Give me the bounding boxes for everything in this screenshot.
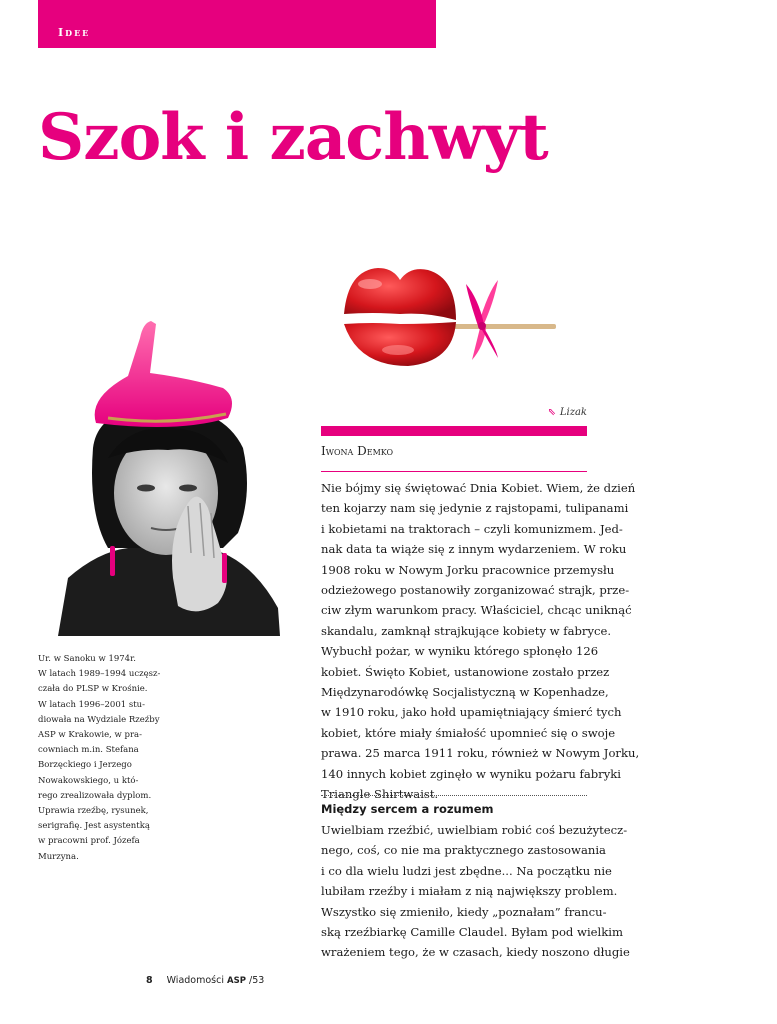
bio-line: W latach 1989–1994 uczęsz-	[38, 669, 161, 680]
bio-line: Borzęckiego i Jerzego	[38, 760, 132, 771]
bio-line: Murzyna.	[38, 851, 79, 862]
text-line: nego, coś, co nie ma praktycznego zastosowania	[321, 843, 606, 858]
text-line: Wybuchł pożar, w wyniku którego spłonęło 126	[321, 644, 599, 659]
text-line: ten kojarzy nam się jedynie z rajstopami, tulipanami	[321, 501, 629, 516]
article-title: Szok i zachwyt	[38, 100, 548, 175]
bio-line: W latach 1996–2001 stu-	[38, 699, 145, 710]
bio-line: czała do PLSP w Krośnie.	[38, 684, 148, 695]
text-line: Wszystko się zmieniło, kiedy „poznałam” francu-	[321, 904, 607, 919]
publication-title: Wiadomości	[166, 975, 224, 986]
bio-line: Ur. w Sanoku w 1974r.	[38, 654, 136, 664]
bio-line: diowała na Wydziale Rzeźby	[38, 714, 160, 725]
text-line: Uwielbiam rzeźbić, uwielbiam robić coś bezużytecz-	[321, 823, 628, 837]
page-footer	[146, 975, 264, 986]
image-caption	[547, 407, 587, 418]
text-line: skandalu, zamknął strajkujące kobiety w fabryce.	[321, 623, 612, 638]
paragraph-intro	[321, 478, 640, 805]
text-line: ską rzeźbiarkę Camille Claudel. Byłam pod wielkim	[321, 925, 623, 940]
text-line: Międzynarodówkę Socjalistyczną w Kopenhadze,	[321, 685, 609, 700]
text-line: ciw złym warunkom pracy. Właściciel, chcąc uniknąć	[321, 603, 632, 618]
bio-line: cowniach m.in. Stefana	[38, 745, 139, 756]
text-line: Triangle Shirtwaist.	[321, 787, 439, 802]
text-line: 1908 roku w Nowym Jorku pracownice przemysłu	[321, 562, 615, 577]
text-line: i co dla wielu ludzi jest zbędne... Na początku nie	[321, 863, 612, 878]
section-header-bar	[38, 0, 436, 48]
author-name: Iwona Demko	[321, 444, 394, 458]
publication-abbr: ASP	[227, 976, 246, 986]
bio-line: Nowakowskiego, u któ-	[38, 775, 139, 786]
bio-line: Uprawia rzeźbę, rysunek,	[38, 806, 149, 817]
text-line: lubiłam rzeźby i miałam z nią największy problem.	[321, 884, 618, 899]
text-line: nak data ta wiąże się z innym wydarzeniem. W roku	[321, 542, 627, 557]
publication-name	[167, 975, 265, 986]
text-line: i kobietami na traktorach – czyli komunizmem. Jed-	[321, 521, 623, 536]
text-line: prawa. 25 marca 1911 roku, również w Nowym Jorku,	[321, 746, 640, 761]
bio-line: ASP w Krakowie, w pra-	[38, 730, 142, 741]
paragraph-second	[321, 820, 630, 963]
subheading: Między sercem a rozumem	[321, 802, 494, 816]
author-rule	[321, 426, 587, 436]
page-number: 8	[146, 975, 153, 986]
lollipop-image	[338, 262, 560, 370]
text-line: Nie bójmy się świętować Dnia Kobiet. Wiem, że dzień	[321, 481, 636, 495]
text-line: odzieżowego postanowiły zorganizować strajk, prze-	[321, 583, 630, 598]
text-line: kobiet. Święto Kobiet, ustanowione zostało przez	[321, 664, 610, 679]
text-line: kobiet, które miały śmiałość upomnieć się o swoje	[321, 725, 616, 740]
arrow-up-left-icon: ⇖	[547, 407, 556, 418]
bio-line: w pracowni prof. Józefa	[38, 836, 140, 847]
portrait-image	[48, 318, 280, 636]
text-line: w 1910 roku, jako hołd upamiętniający śmierć tych	[321, 705, 622, 720]
text-line: 140 innych kobiet zginęło w wyniku pożaru fabryki	[321, 766, 621, 781]
caption-text: Lizak	[559, 407, 587, 418]
author-divider	[321, 471, 587, 472]
author-bio	[38, 652, 178, 865]
bio-line: serigrafię. Jest asystentką	[38, 821, 150, 832]
bio-line: rego zrealizowała dyplom.	[38, 790, 152, 801]
section-divider	[321, 795, 587, 796]
section-label: Idee	[58, 26, 91, 39]
text-line: wrażeniem tego, że w czasach, kiedy noszono długie	[321, 945, 630, 960]
issue-number: /53	[249, 975, 265, 986]
